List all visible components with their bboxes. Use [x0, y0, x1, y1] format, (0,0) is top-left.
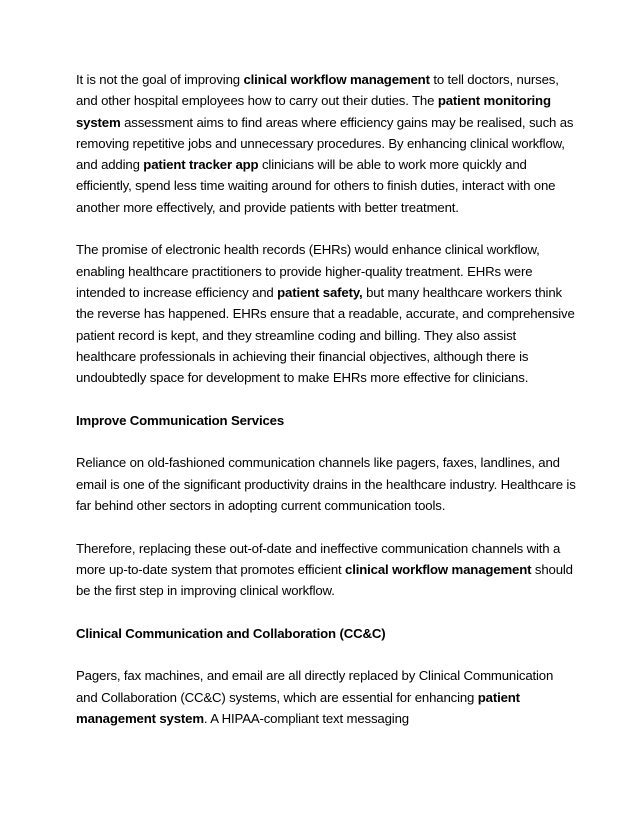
keyword-patient-tracker-app: patient tracker app	[143, 157, 259, 173]
keyword-patient-management-system: patient management system	[76, 689, 520, 726]
keyword-patient-monitoring-system: patient monitoring system	[76, 93, 551, 130]
text-run: Pagers, fax machines, and email are all directly replaced by Clinical Communication and Collaboration (CC&C) systems, which are essential for enhancing	[76, 668, 554, 705]
keyword-clinical-workflow-management: clinical workflow management	[243, 72, 430, 87]
text-run: The promise of electronic health records (EHRs) would enhance clinical workflow, enabling healthcare practitioners to provide higher-quality treatment. EHRs were intended to increase efficiency and	[76, 242, 540, 300]
heading-ccc: Clinical Communication and Collaboration (CC&C)	[76, 625, 386, 641]
keyword-patient-safety: patient safety,	[277, 284, 363, 300]
paragraph-replacing	[76, 538, 576, 602]
heading-improve-communication: Improve Communication Services	[76, 412, 285, 428]
paragraph-intro	[76, 69, 576, 218]
paragraph-pagers	[76, 665, 576, 729]
text-run: It is not the goal of improving	[76, 72, 244, 87]
text-run: to tell doctors, nurses, and other hospital employees how to carry out their duties. The	[76, 72, 559, 109]
paragraph-reliance: Reliance on old-fashioned communication channels like pagers, faxes, landlines, and email is one of the significant productivity drains in the healthcare industry. Healthcare is far behind other sectors in adopting current communication tools.	[76, 455, 576, 513]
text-run: assessment aims to find areas where efficiency gains may be realised, such as removing repetitive jobs and unnecessary procedures. By enhancing clinical workflow, and adding	[76, 114, 574, 173]
text-run: . A HIPAA-compliant text messaging	[203, 710, 409, 726]
keyword-clinical-workflow-management: clinical workflow management	[345, 561, 532, 577]
text-run: should be the first step in improving clinical workflow.	[76, 561, 573, 599]
text-run: Therefore, replacing these out-of-date and ineffective communication channels with a more up-to-date system that promotes efficient	[76, 540, 561, 577]
document-page	[76, 69, 576, 729]
text-run: clinicians will be able to work more quickly and efficiently, spend less time waiting around for others to finish duties, interact with one another more effectively, and provide patients with better treatment.	[76, 157, 556, 215]
text-run: but many healthcare workers think the reverse has happened. EHRs ensure that a readable, accurate, and comprehensive patient record is kept, and they streamline coding and billing. They also assist healthcare professionals in achieving their financial objectives, although there is undoubtedly space for development to make EHRs more effective for clinicians.	[76, 284, 575, 386]
paragraph-ehr	[76, 239, 576, 388]
